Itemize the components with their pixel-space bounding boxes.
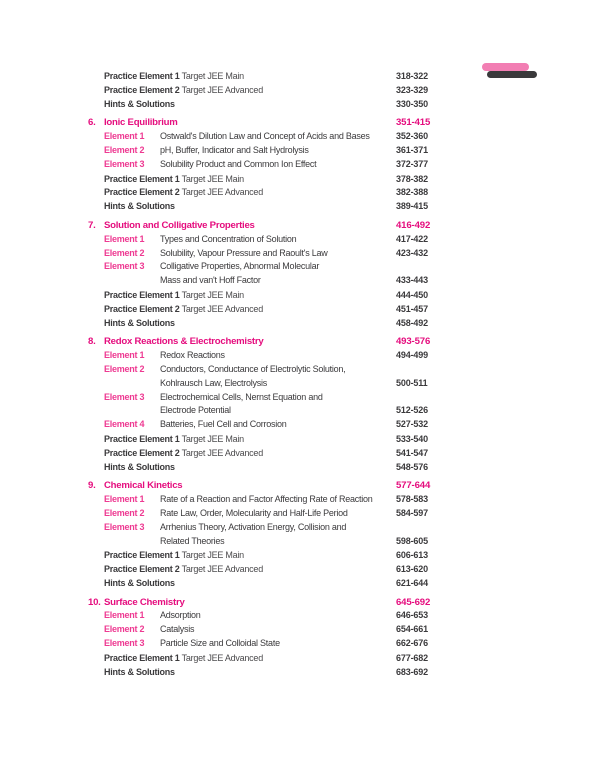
practice-row xyxy=(88,563,566,577)
page-range: 606-613 xyxy=(396,550,428,561)
element-label: Element 1 xyxy=(104,610,145,621)
element-label: Element 1 xyxy=(104,350,145,361)
practice-row xyxy=(88,84,566,98)
hints-label: Hints & Solutions xyxy=(104,201,175,212)
page-range: 372-377 xyxy=(396,158,428,169)
practice-target: Target JEE Advanced xyxy=(181,564,263,575)
practice-target: Target JEE Main xyxy=(181,173,244,184)
practice-label: Practice Element 2 xyxy=(104,303,180,314)
page-range: 493-576 xyxy=(396,336,431,348)
element-label: Element 2 xyxy=(104,363,145,374)
practice-label: Practice Element 1 xyxy=(104,652,180,663)
page-range: 646-653 xyxy=(396,610,428,621)
chapter-heading xyxy=(88,219,566,233)
chapter-title: Redox Reactions & Electrochemistry xyxy=(104,336,264,348)
element-row xyxy=(88,363,566,377)
page-range: 645-692 xyxy=(396,596,431,608)
element-row xyxy=(88,637,566,651)
chapter-title: Surface Chemistry xyxy=(104,596,185,608)
page-range: 330-350 xyxy=(396,98,428,109)
practice-row xyxy=(88,549,566,563)
element-desc: Rate Law, Order, Molecularity and Half-Life Period xyxy=(160,507,348,518)
page-range: 621-644 xyxy=(396,577,428,588)
element-row xyxy=(88,623,566,637)
element-desc: Arrhenius Theory, Activation Energy, Collision and xyxy=(160,521,347,532)
page-range: 378-382 xyxy=(396,173,428,184)
practice-target: Target JEE Main xyxy=(181,71,244,81)
element-desc: Electrode Potential xyxy=(160,405,231,416)
practice-row xyxy=(88,652,566,666)
practice-label: Practice Element 1 xyxy=(104,550,180,561)
practice-row xyxy=(88,289,566,303)
practice-label: Practice Element 2 xyxy=(104,447,180,458)
hints-row xyxy=(88,98,566,112)
practice-row xyxy=(88,186,566,200)
page-range: 548-576 xyxy=(396,461,428,472)
hints-label: Hints & Solutions xyxy=(104,577,175,588)
element-desc: Solubility, Vapour Pressure and Raoult's Law xyxy=(160,247,328,258)
practice-label: Practice Element 2 xyxy=(104,187,180,198)
element-row xyxy=(88,158,566,172)
element-desc: Electrochemical Cells, Nernst Equation and xyxy=(160,391,323,402)
element-row xyxy=(88,521,566,535)
page-range: 351-415 xyxy=(396,117,431,129)
page-range: 416-492 xyxy=(396,219,431,231)
page-range: 500-511 xyxy=(396,377,428,388)
practice-label: Practice Element 1 xyxy=(104,433,180,444)
element-label: Element 2 xyxy=(104,247,145,258)
element-desc: Rate of a Reaction and Factor Affecting Rate of Reaction xyxy=(160,494,373,505)
page-range: 584-597 xyxy=(396,507,428,518)
page-range: 683-692 xyxy=(396,666,428,677)
element-desc: Catalysis xyxy=(160,624,195,635)
element-row xyxy=(88,418,566,432)
hints-row xyxy=(88,577,566,591)
page-range: 423-432 xyxy=(396,247,428,258)
page-range: 654-661 xyxy=(396,624,428,635)
page-range: 352-360 xyxy=(396,131,428,142)
practice-label: Practice Element 1 xyxy=(104,173,180,184)
page-range: 662-676 xyxy=(396,638,428,649)
page-range: 417-422 xyxy=(396,233,428,244)
chapter-number: 8. xyxy=(88,336,96,348)
practice-row xyxy=(88,447,566,461)
element-label: Element 2 xyxy=(104,624,145,635)
element-label: Element 3 xyxy=(104,158,145,169)
element-label: Element 3 xyxy=(104,521,145,532)
practice-label: Practice Element 2 xyxy=(104,564,180,575)
page-range: 512-526 xyxy=(396,405,428,416)
element-row xyxy=(88,144,566,158)
page-range: 613-620 xyxy=(396,564,428,575)
page-range: 318-322 xyxy=(396,71,428,81)
chapter-number: 6. xyxy=(88,117,96,129)
element-desc: Mass and van't Hoff Factor xyxy=(160,275,261,286)
hints-label: Hints & Solutions xyxy=(104,98,175,109)
practice-target: Target JEE Advanced xyxy=(181,447,263,458)
element-row xyxy=(88,535,566,549)
page-range: 433-443 xyxy=(396,275,428,286)
page-range: 598-605 xyxy=(396,535,428,546)
element-desc: Batteries, Fuel Cell and Corrosion xyxy=(160,419,287,430)
practice-label: Practice Element 2 xyxy=(104,84,180,95)
page-range: 578-583 xyxy=(396,494,428,505)
element-row xyxy=(88,233,566,247)
hints-label: Hints & Solutions xyxy=(104,461,175,472)
element-row xyxy=(88,349,566,363)
practice-target: Target JEE Advanced xyxy=(181,84,263,95)
practice-target: Target JEE Advanced xyxy=(181,187,263,198)
hints-row xyxy=(88,461,566,475)
element-desc: pH, Buffer, Indicator and Salt Hydrolysis xyxy=(160,144,309,155)
page-range: 494-499 xyxy=(396,350,428,361)
page-range: 533-540 xyxy=(396,433,428,444)
toc-content xyxy=(88,70,566,679)
practice-row xyxy=(88,70,566,84)
element-row xyxy=(88,609,566,623)
page-range: 361-371 xyxy=(396,144,428,155)
practice-row xyxy=(88,173,566,187)
element-desc: Types and Concentration of Solution xyxy=(160,233,297,244)
page-range: 577-644 xyxy=(396,480,431,492)
element-desc: Related Theories xyxy=(160,535,225,546)
hints-label: Hints & Solutions xyxy=(104,317,175,328)
page-range: 527-532 xyxy=(396,419,428,430)
element-label: Element 3 xyxy=(104,638,145,649)
page-range: 541-547 xyxy=(396,447,428,458)
hints-row xyxy=(88,666,566,680)
element-label: Element 3 xyxy=(104,391,145,402)
page-range: 458-492 xyxy=(396,317,428,328)
practice-row xyxy=(88,433,566,447)
chapter-heading xyxy=(88,116,566,130)
element-label: Element 2 xyxy=(104,144,145,155)
hints-row xyxy=(88,317,566,331)
element-row xyxy=(88,274,566,288)
element-label: Element 1 xyxy=(104,233,145,244)
element-row xyxy=(88,130,566,144)
chapter-heading xyxy=(88,596,566,610)
element-label: Element 4 xyxy=(104,419,145,430)
element-row xyxy=(88,493,566,507)
element-row xyxy=(88,404,566,418)
element-row xyxy=(88,391,566,405)
practice-row xyxy=(88,303,566,317)
element-row xyxy=(88,247,566,261)
page-range: 451-457 xyxy=(396,303,428,314)
chapter-title: Ionic Equilibrium xyxy=(104,117,178,129)
page-range: 323-329 xyxy=(396,84,428,95)
element-desc: Solubility Product and Common Ion Effect xyxy=(160,158,317,169)
element-desc: Colligative Properties, Abnormal Molecular xyxy=(160,261,320,272)
hints-row xyxy=(88,200,566,214)
chapter-title: Chemical Kinetics xyxy=(104,480,183,492)
element-desc: Particle Size and Colloidal State xyxy=(160,638,280,649)
element-desc: Redox Reactions xyxy=(160,350,225,361)
element-row xyxy=(88,507,566,521)
chapter-number: 10. xyxy=(88,596,101,608)
element-desc: Conductors, Conductance of Electrolytic Solution, xyxy=(160,363,346,374)
element-label: Element 1 xyxy=(104,494,145,505)
practice-target: Target JEE Main xyxy=(181,433,244,444)
hints-label: Hints & Solutions xyxy=(104,666,175,677)
chapter-heading xyxy=(88,479,566,493)
practice-label: Practice Element 1 xyxy=(104,71,180,81)
practice-target: Target JEE Main xyxy=(181,289,244,300)
element-label: Element 3 xyxy=(104,261,145,272)
element-row xyxy=(88,260,566,274)
element-desc: Ostwald's Dilution Law and Concept of Acids and Bases xyxy=(160,131,370,142)
element-row xyxy=(88,377,566,391)
practice-target: Target JEE Advanced xyxy=(181,652,263,663)
chapter-number: 9. xyxy=(88,480,96,492)
page-range: 444-450 xyxy=(396,289,428,300)
practice-target: Target JEE Main xyxy=(181,550,244,561)
chapter-title: Solution and Colligative Properties xyxy=(104,219,255,231)
page-range: 382-388 xyxy=(396,187,428,198)
element-label: Element 1 xyxy=(104,131,145,142)
page-range: 389-415 xyxy=(396,201,428,212)
page-range: 677-682 xyxy=(396,652,428,663)
practice-label: Practice Element 1 xyxy=(104,289,180,300)
element-label: Element 2 xyxy=(104,507,145,518)
element-desc: Adsorption xyxy=(160,610,201,621)
element-desc: Kohlrausch Law, Electrolysis xyxy=(160,377,268,388)
chapter-number: 7. xyxy=(88,219,96,231)
chapter-heading xyxy=(88,335,566,349)
practice-target: Target JEE Advanced xyxy=(181,303,263,314)
